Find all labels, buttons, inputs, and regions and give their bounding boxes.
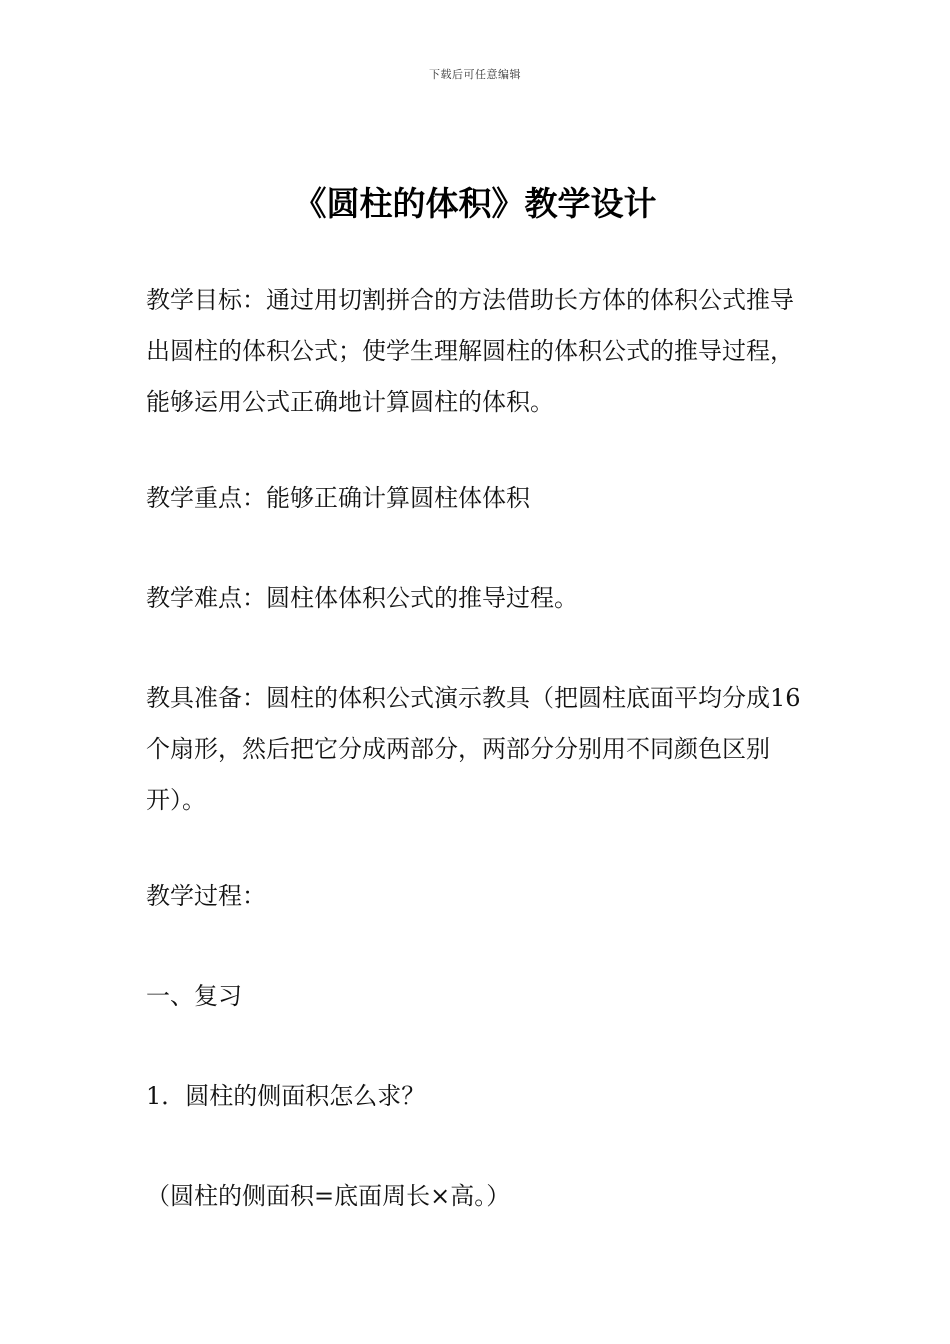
teaching-key-point-paragraph: 教学重点：能够正确计算圆柱体体积 [146,484,530,512]
teaching-difficulty-paragraph: 教学难点：圆柱体体积公式的推导过程。 [146,584,578,612]
teaching-process-heading: 教学过程： [146,882,266,910]
document-title: 《圆柱的体积》教学设计 [293,184,657,223]
teaching-tools-paragraph: 教具准备：圆柱的体积公式演示教具（把圆柱底面平均分成16个扇形，然后把它分成两部分，两部分分别用不同颜色区别开）。 [146,684,801,814]
review-question-1: 1．圆柱的侧面积怎么求？ [146,1082,426,1110]
page-header-note: 下载后可任意编辑 [429,68,521,81]
review-section-heading: 一、复习 [146,982,242,1010]
teaching-objective-paragraph: 教学目标：通过用切割拼合的方法借助长方体的体积公式推导出圆柱的体积公式；使学生理解圆柱的体积公式的推导过程，能够运用公式正确地计算圆柱的体积。 [146,286,794,416]
review-answer-1: （圆柱的侧面积=底面周长×高。） [146,1182,511,1210]
